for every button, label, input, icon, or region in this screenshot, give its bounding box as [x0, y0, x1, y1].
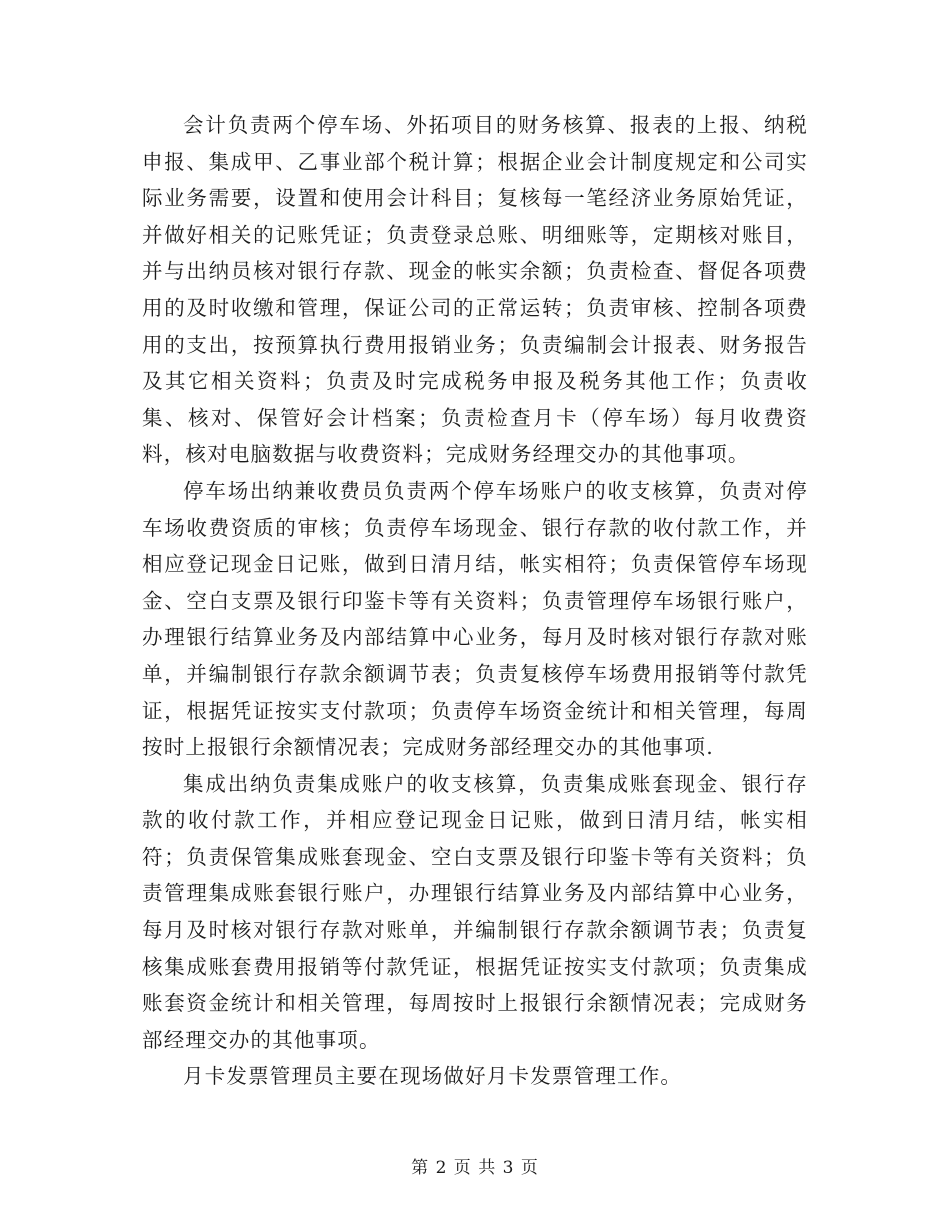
- paragraph-parking-cashier: 停车场出纳兼收费员负责两个停车场账户的收支核算，负责对停车场收费资质的审核；负责停车场现金、银行存款的收付款工作，并相应登记现金日记账，做到日清月结，帐实相符；负责保管停车场现金、空白支票及银行印鉴卡等有关资料；负责管理停车场银行账户，办理银行结算业务及内部结算中心业务，每月及时核对银行存款对账单，并编制银行存款余额调节表；负责复核停车场费用报销等付款凭证，根据凭证按实支付款项；负责停车场资金统计和相关管理，每周按时上报银行余额情况表；完成财务部经理交办的其他事项.: [142, 478, 808, 760]
- page-number-footer: 第 2 页 共 3 页: [411, 1158, 539, 1178]
- document-body: [142, 107, 808, 1095]
- paragraph-integration-cashier: 集成出纳负责集成账户的收支核算，负责集成账套现金、银行存款的收付款工作，并相应登记现金日记账，做到日清月结，帐实相符；负责保管集成账套现金、空白支票及银行印鉴卡等有关资料；负责管理集成账套银行账户，办理银行结算业务及内部结算中心业务，每月及时核对银行存款对账单，并编制银行存款余额调节表；负责复核集成账套费用报销等付款凭证，根据凭证按实支付款项；负责集成账套资金统计和相关管理，每周按时上报银行余额情况表；完成财务部经理交办的其他事项。: [142, 771, 808, 1052]
- paragraph-invoice-manager: 月卡发票管理员主要在现场做好月卡发票管理工作。: [183, 1064, 683, 1089]
- paragraph-accountant: 会计负责两个停车场、外拓项目的财务核算、报表的上报、纳税申报、集成甲、乙事业部个税计算；根据企业会计制度规定和公司实际业务需要，设置和使用会计科目；复核每一笔经济业务原始凭证，并做好相关的记账凭证；负责登录总账、明细账等，定期核对账目，并与出纳员核对银行存款、现金的帐实余额；负责检查、督促各项费用的及时收缴和管理，保证公司的正常运转；负责审核、控制各项费用的支出，按预算执行费用报销业务；负责编制会计报表、财务报告及其它相关资料；负责及时完成税务申报及税务其他工作；负责收集、核对、保管好会计档案；负责检查月卡（停车场）每月收费资料，核对电脑数据与收费资料；完成财务经理交办的其他事项。: [142, 113, 808, 467]
